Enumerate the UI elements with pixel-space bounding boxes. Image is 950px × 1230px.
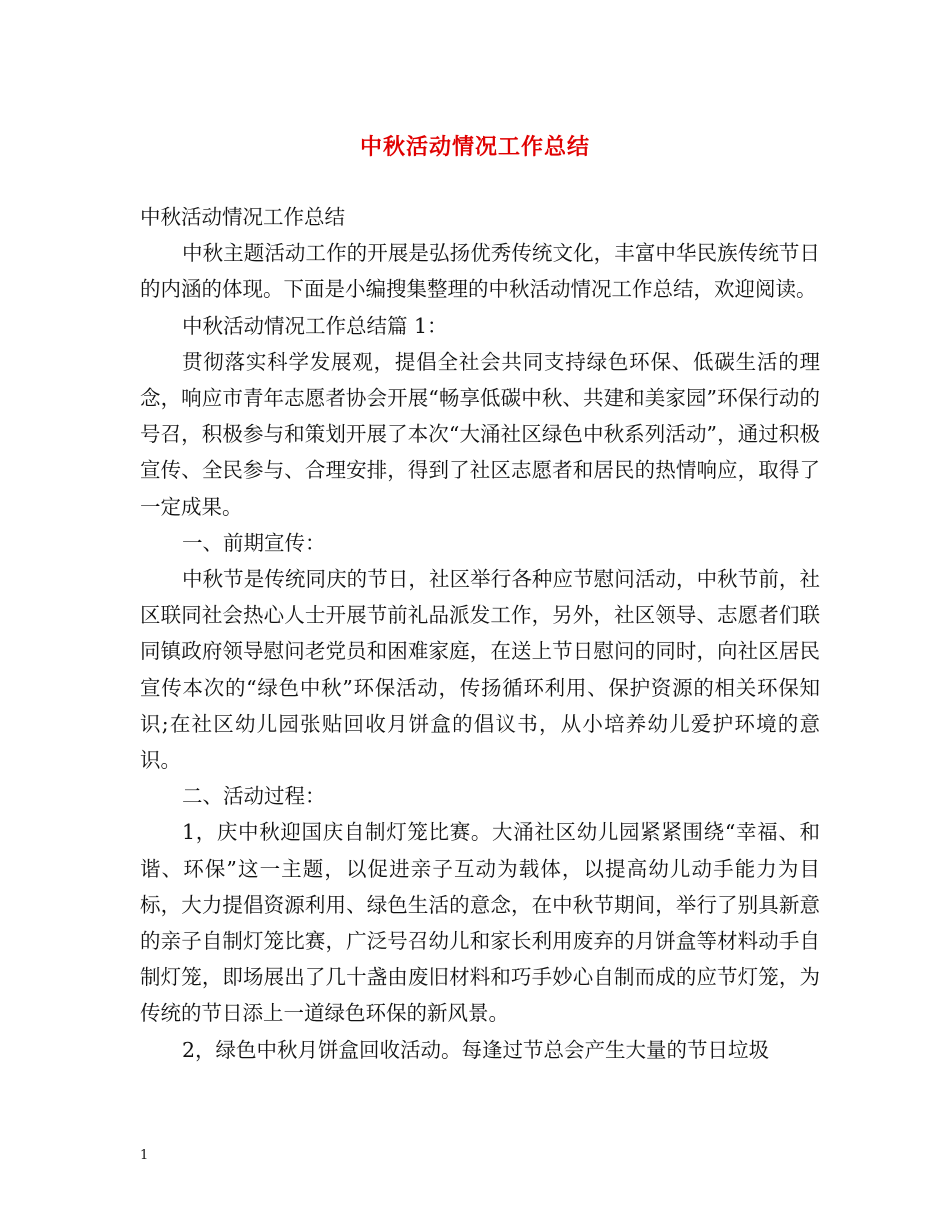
document-title: 中秋活动情况工作总结: [359, 134, 590, 160]
background-paragraph: 贯彻落实科学发展观，提倡全社会共同支持绿色环保、低碳生活的理念，响应市青年志愿者协会开展“畅享低碳中秋、共建和美家园”环保行动的号召，积极参与和策划开展了本次“大涌社区绿色中秋系列活动”，通过积极宣传、全民参与、合理安排，得到了社区志愿者和居民的热情响应，取得了一定成果。: [140, 349, 820, 519]
publicity-paragraph: 中秋节是传统同庆的节日，社区举行各种应节慰问活动，中秋节前，社区联同社会热心人士开展节前礼品派发工作，另外，社区领导、志愿者们联同镇政府领导慰问老党员和困难家庭，在送上节日慰问的同时，向社区居民宣传本次的“绿色中秋”环保活动，传扬循环利用、保护资源的相关环保知识;在社区幼儿园张贴回收月饼盒的倡议书，从小培养幼儿爱护环境的意识。: [140, 567, 820, 773]
page-number: 1: [140, 1148, 149, 1163]
mooncake-box-paragraph: 2，绿色中秋月饼盒回收活动。每逢过节总会产生大量的节日垃圾: [182, 1037, 770, 1062]
subtitle-line: 中秋活动情况工作总结: [140, 205, 345, 229]
section-heading-part-1: 中秋活动情况工作总结篇 1：: [182, 313, 448, 338]
section-heading-publicity: 一、前期宣传：: [182, 530, 326, 555]
document-body: [140, 199, 820, 1068]
section-heading-process: 二、活动过程：: [182, 784, 326, 809]
lantern-contest-paragraph: 1，庆中秋迎国庆自制灯笼比赛。大涌社区幼儿园紧紧围绕“幸福、和谐、环保”这一主题，以促进亲子互动为载体，以提高幼儿动手能力为目标，大力提倡资源利用、绿色生活的意念，在中秋节期间，举行了别具新意的亲子自制灯笼比赛，广泛号召幼儿和家长利用废弃的月饼盒等材料动手自制灯笼，即场展出了几十盏由废旧材料和巧手妙心自制而成的应节灯笼，为传统的节日添上一道绿色环保的新风景。: [140, 820, 820, 1026]
intro-paragraph: 中秋主题活动工作的开展是弘扬优秀传统文化，丰富中华民族传统节日的内涵的体现。下面是小编搜集整理的中秋活动情况工作总结，欢迎阅读。: [140, 241, 820, 302]
